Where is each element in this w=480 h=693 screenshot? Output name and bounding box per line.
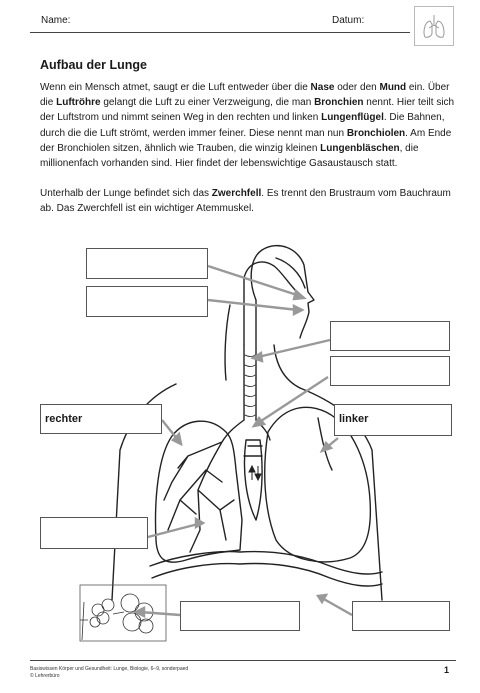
footer-divider — [30, 660, 456, 661]
keyword: Mund — [379, 82, 407, 93]
answer-box-diaphragm[interactable] — [352, 601, 450, 631]
text-run: oder den — [334, 82, 380, 93]
footer-credit — [30, 666, 188, 680]
keyword: Bronchiolen — [346, 127, 406, 139]
text-run: ein. Über die — [40, 82, 450, 109]
keyword: Nase — [310, 82, 335, 93]
keyword: Bronchien — [314, 97, 364, 109]
answer-box-nose[interactable] — [86, 248, 208, 279]
label-right-lung[interactable]: rechter — [40, 404, 162, 434]
answer-box-mouth[interactable] — [86, 286, 208, 317]
text-run: . Es trennt den Brustraum vom Bauchraum ab. Das Zwerchfell ist ein wichtiger Atemmuskel. — [40, 188, 451, 215]
answer-box-alveoli[interactable] — [180, 601, 300, 631]
page-number: 1 — [444, 665, 450, 675]
text-run: gelangt die Luft zu einer Verzweigung, die man — [100, 97, 315, 109]
keyword: Lungenflügel — [321, 112, 384, 124]
date-label: Datum: — [332, 15, 365, 26]
keyword: Zwerchfell — [211, 188, 262, 199]
page-title: Aufbau der Lunge — [40, 58, 147, 72]
name-label: Name: — [41, 15, 71, 26]
text-run: . Am Ende der Bronchiolen sitzen, ähnlich wie Trauben, die winzig kleinen — [40, 127, 452, 154]
answer-box-trachea[interactable] — [330, 321, 450, 351]
text-run: , die millionenfach vorhanden sind. Hier findet der lebenswichtige Gasaustausch statt. — [40, 142, 419, 170]
answer-box-bronchi[interactable] — [330, 356, 450, 386]
keyword: Lungenbläschen — [320, 142, 400, 154]
text-run: nennt. Hier teilt sich der Luftstrom und nimmt seinen Weg in den rechten und linken — [40, 97, 455, 124]
text-run: . Die Bahnen, durch die die Luft strömt, werden immer feiner. Diese nennt man nun — [40, 112, 445, 139]
text-run: Wenn ein Mensch atmet, saugt er die Luft entweder über die — [40, 82, 311, 93]
answer-box-bronchioles[interactable] — [40, 517, 148, 549]
label-left-lung[interactable]: linker — [334, 404, 452, 436]
footer-line-2: © Lehrerbüro — [30, 673, 60, 679]
text-run: Unterhalb der Lunge befindet sich das — [40, 188, 212, 199]
footer-line-1: Basiswissen Körper und Gesundheit: Lunge, Biologie, 6–9, sonderpaed — [30, 666, 189, 672]
keyword: Luftröhre — [56, 97, 101, 109]
